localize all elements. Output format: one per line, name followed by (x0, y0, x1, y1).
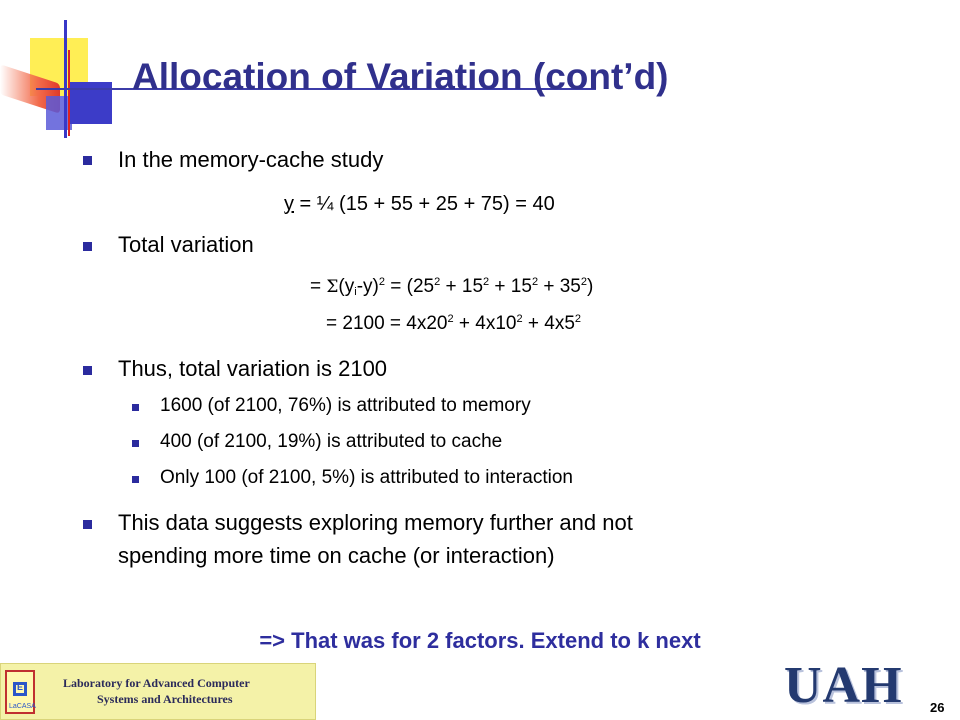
mean-symbol: y (284, 193, 294, 215)
bullet-total-variation: Total variation (118, 232, 254, 257)
logo-mark-letter: E (17, 682, 24, 692)
sub-bullet-cache: 400 (of 2100, 19%) is attributed to cache (160, 431, 503, 452)
sub-bullet-memory: 1600 (of 2100, 76%) is attributed to memory (160, 395, 531, 416)
bullet-suggestion-line-1: This data suggests exploring memory further and not (118, 510, 633, 535)
uah-logo: UAH (784, 657, 903, 714)
lacasa-logo (5, 670, 35, 714)
superscript: 2 (580, 276, 587, 288)
total-variation-breakdown (326, 313, 581, 335)
bullet-marker (83, 156, 92, 165)
mean-expression: = ¼ (15 + 55 + 25 + 75) = 40 (294, 193, 555, 215)
bullet-total-variation-result: Thus, total variation is 2100 (118, 356, 388, 381)
decor-red-vertical-line (68, 50, 70, 136)
sub-bullet-marker (132, 404, 139, 411)
superscript: 2 (378, 276, 385, 288)
bullet-suggestion-line-2: spending more time on cache (or interaction) (118, 543, 555, 568)
bullet-marker (83, 242, 92, 251)
bullet-marker (83, 366, 92, 375)
bullet-marker (83, 520, 92, 529)
sub-bullet-marker (132, 476, 139, 483)
lab-name-line-2: Systems and Architectures (97, 692, 233, 706)
eq-text: ) (586, 276, 594, 297)
lab-name-line-1: Laboratory for Advanced Computer (63, 676, 250, 690)
eq-text: + 15 (489, 276, 532, 297)
decor-blue-vertical-line (64, 20, 67, 138)
lab-banner (0, 663, 316, 720)
eq-text: + 4x10 (453, 313, 517, 334)
eq-text: = (25 (384, 276, 435, 297)
total-variation-equation (310, 276, 593, 298)
eq-text: (y (338, 276, 355, 297)
superscript: 2 (483, 276, 490, 288)
superscript: 2 (531, 276, 539, 288)
eq-text: + 15 (440, 276, 484, 297)
eq-text: -y) (356, 276, 379, 297)
eq-text: + 4x5 (522, 313, 575, 334)
subscript: i (354, 286, 357, 298)
mean-equation (284, 193, 555, 216)
lacasa-logo-mark (13, 682, 27, 696)
logo-text: LaCASA (9, 703, 36, 710)
superscript: 2 (447, 313, 454, 325)
superscript: 2 (434, 276, 441, 288)
sigma-symbol: Σ (326, 277, 339, 297)
conclusion-text: => That was for 2 factors. Extend to k next (259, 628, 701, 653)
page-number: 26 (930, 700, 945, 715)
superscript: 2 (574, 313, 582, 325)
bullet-memory-cache-study: In the memory-cache study (118, 147, 384, 172)
superscript: 2 (516, 313, 523, 325)
sub-bullet-marker (132, 440, 139, 447)
eq-text: = (310, 276, 327, 297)
eq-text: = 2100 = 4x20 (326, 313, 448, 334)
slide-title: Allocation of Variation (cont’d) (132, 56, 669, 97)
sub-bullet-interaction: Only 100 (of 2100, 5%) is attributed to interaction (160, 467, 573, 488)
eq-text: + 35 (538, 276, 581, 297)
